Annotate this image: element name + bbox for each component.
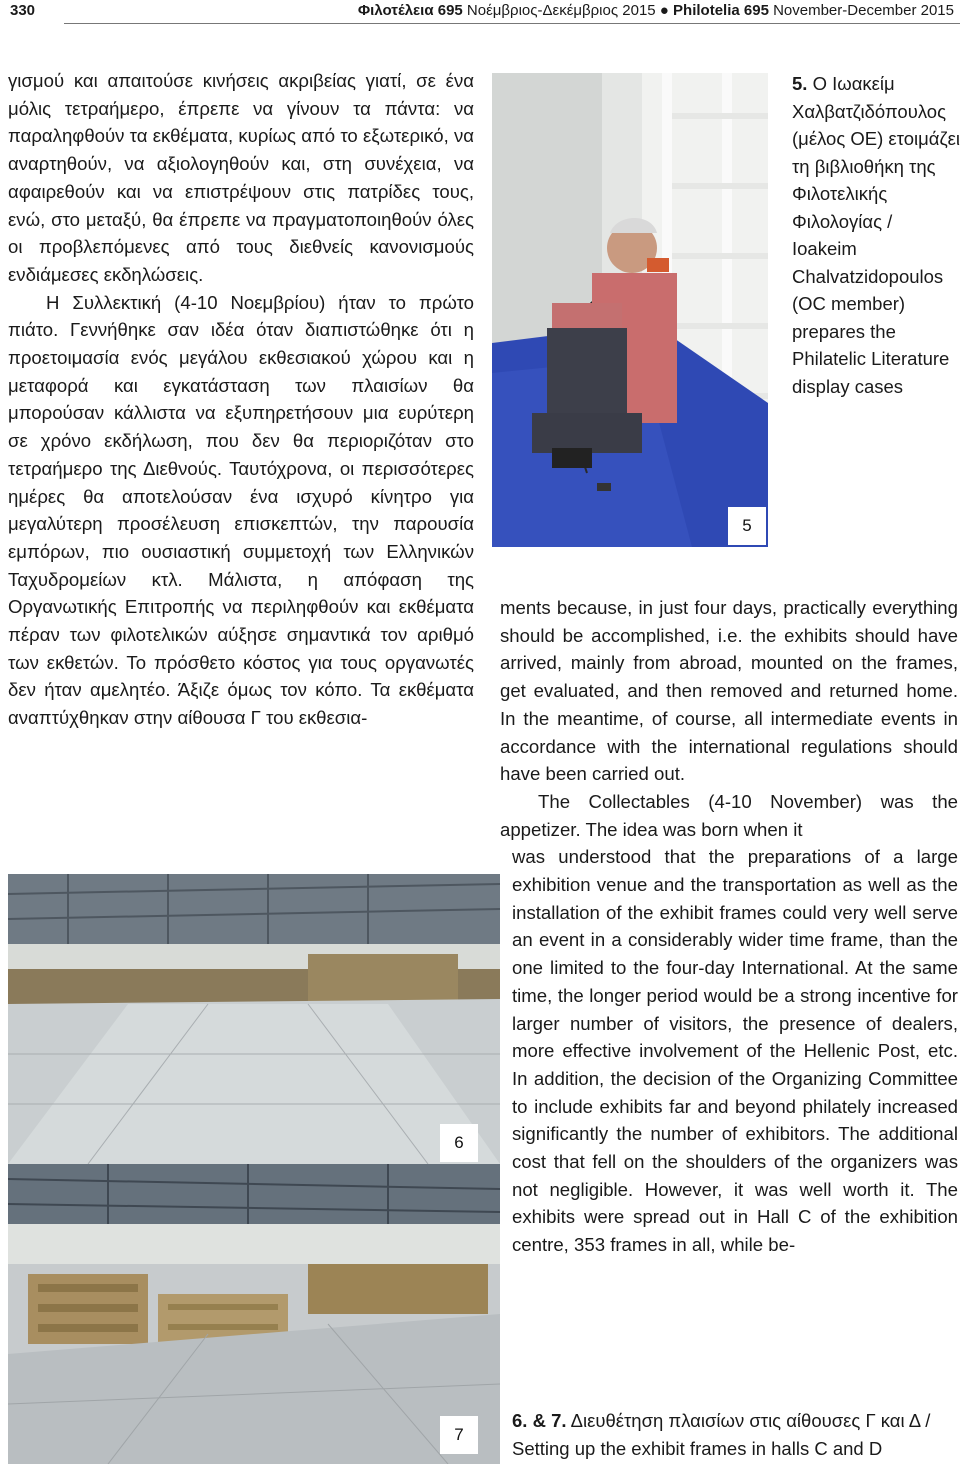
greek-paragraph-2: Η Συλλεκτική (4-10 Νοεμβρίου) ήταν το πρώτο πιάτο. Γεννήθηκε σαν ιδέα όταν διαπιστώθηκε ότι η προετοιμασία ενός μεγάλου εκθεσιακού χώρου και η μεταφορά και εγκατάσταση των πλαισίων θα μπορούσαν κάλλιστα να εξυπηρετήσουν μια ευρύτερη σε χρόνο εκδήλωση, που δεν θα περιοριζόταν στο τετραήμερο της Διεθνούς. Ταυτόχρονα, οι περισσότερες ημέρες θα αποτελούσαν ένα ισχυρό κίνητρο για μεγαλύτερη προσέλευση επισκεπτών, την παρουσία εμπόρων, πιο ουσιαστική συμμετοχή των Ελληνικών Ταχυδρομείων κτλ. Μάλιστα, η απόφαση της Οργανωτικής Επιτροπής να περιληφθούν και εκθέματα πέραν των φιλοτελικών αύξησε σημαντικά τον αριθμό των εκθετών. Το πρόσθετο κόστος για τους οργανωτές δεν ήταν αμελητέο. Άξιζε όμως τον κόπο. Τα εκθέματα αναπτύχθηκαν στην αίθουσα Γ του εκθεσια- [8,291,474,729]
caption-5-number: 5. [792,73,808,94]
english-article-column [500,594,958,1259]
caption-5-english: Ioakeim Chalvatzidopoulos (OC member) prepares the Philatelic Literature display cases [792,238,950,397]
issue-date-greek: Νοέμβριος-Δεκέμβριος 2015 [466,2,656,19]
page-header [0,0,960,24]
caption-6-7-number: 6. & 7. [512,1410,567,1431]
journal-title-greek: Φιλοτέλεια 695 [357,2,463,19]
greek-paragraph-1: γισμού και απαιτούσε κινήσεις ακριβείας γιατί, σε ένα μόλις τετραήμερο, έπρεπε να γίνουν τα πάντα: να παραληφθούν τα εκθέματα, κυρίως από το εξωτερικό, να αναρτηθούν, να αξιολογηθούν και, στη συνέχεια, να αφαιρεθούν και να επιστρέψουν στις πατρίδες τους, ενώ, στο μεταξύ, θα έπρεπε να πραγματοποιηθούν όλες οι προβλεπόμενες από τους διεθνείς κανονισμούς ενδιάμεσες εκδηλώσεις. [8,70,474,285]
caption-photo-5 [792,70,960,400]
english-paragraph-2-rest: was understood that the preparations of a large exhibition venue and the transportation as well as the installation of the exhibit frames could very well serve an event in a considerably wider time frame, than the one limited to the four-day International. At the same time, the longer period would be a strong incentive for larger number of visitors, the presence of dealers, more effective involvement of the Hellenic Post, etc. In addition, the decision of the Organizing Committee to include exhibits far and beyond philately increased significantly the number of exhibitors. The additional cost that fell on the shoulders of the organizers was not negligible. However, it was well worth it. The exhibits were spread out in Hall C of the exhibition centre, 353 frames in all, while be- [512,846,958,1256]
photo-7-hall-pallets [8,1164,500,1464]
page-number: 330 [10,2,36,19]
photo-6-exhibition-hall [8,874,500,1164]
caption-6-7-english: Setting up the exhibit frames in halls C and D [512,1437,883,1459]
photo-6-number: 6 [440,1124,478,1162]
caption-6-7-greek: Διευθέτηση πλαισίων στις αίθουσες Γ και Δ / [570,1410,931,1431]
photo-5-bookshelf [492,73,768,547]
english-paragraph-1: ments because, in just four days, practically everything should be accomplished, i.e. the exhibits should have arrived, mainly from abroad, mounted on the frames, get evaluated, and then removed and returned home. In the meantime, of course, all intermediate events in accordance with the international regulations should have been carried out. [500,597,958,785]
header-rule [64,23,960,24]
greek-article-column [8,67,474,732]
bullet-separator: ● [659,2,669,19]
english-paragraph-2-start: The Collectables (4-10 November) was the appetizer. The idea was born when it [500,790,958,840]
journal-title-english: Philotelia 695 [673,2,769,19]
issue-date-english: November-December 2015 [773,2,954,19]
caption-5-greek: Ο Ιωακείμ Χαλβατζιδόπουλος (μέλος ΟΕ) ετοιμάζει τη βιβλιοθήκη της Φιλοτελικής Φιλολογίας / [792,73,960,232]
photo-7-number: 7 [440,1416,478,1454]
caption-photos-6-7 [512,1407,960,1462]
running-title [358,0,954,22]
photo-5-number: 5 [728,507,766,545]
